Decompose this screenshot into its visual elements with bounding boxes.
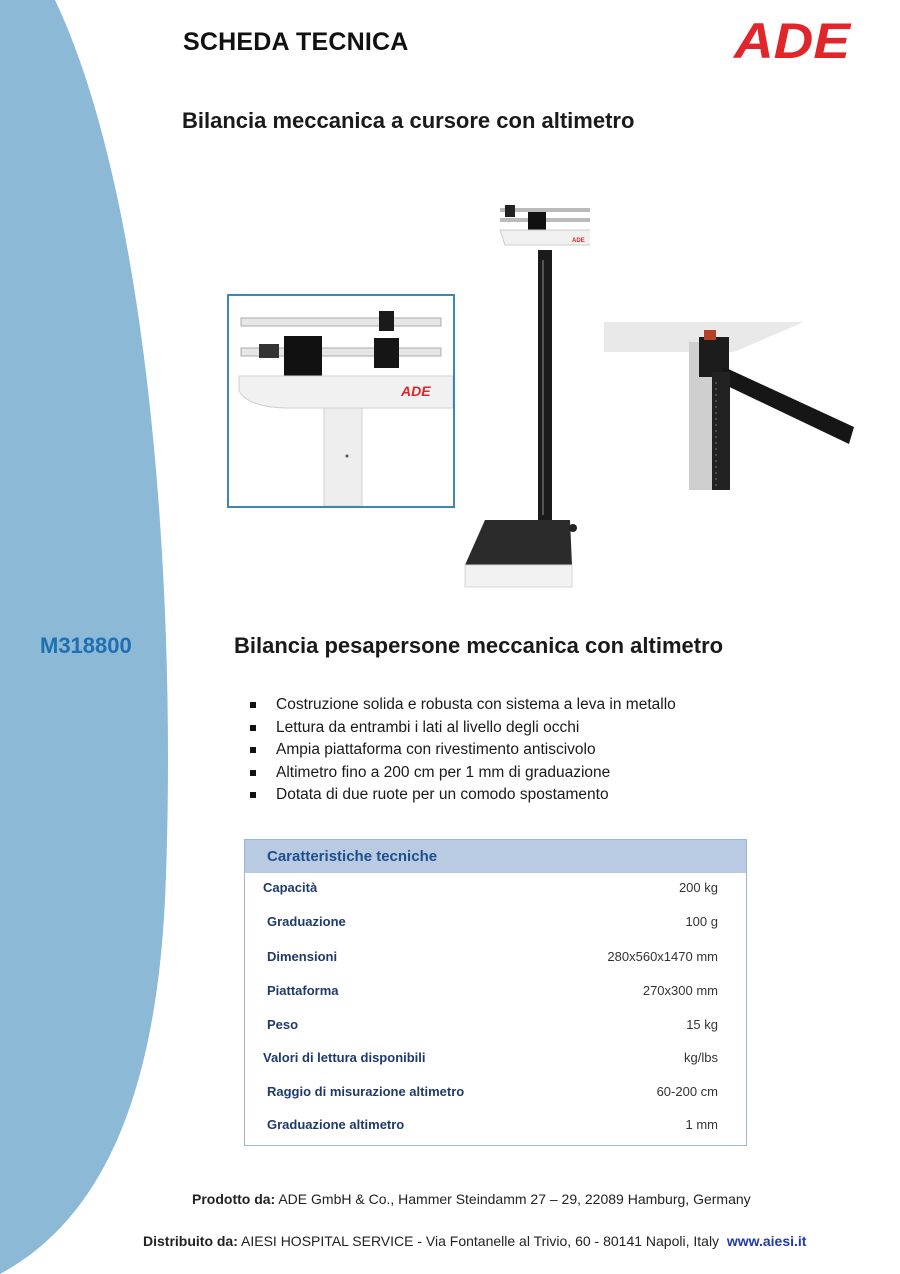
spec-label: Piattaforma bbox=[267, 983, 339, 998]
spec-value: 270x300 mm bbox=[642, 983, 718, 998]
spec-row-capacita bbox=[245, 880, 746, 900]
beam-detail-photo bbox=[227, 294, 455, 508]
distributor-text: AIESI HOSPITAL SERVICE - Via Fontanelle al Trivio, 60 - 80141 Napoli, Italy bbox=[241, 1233, 720, 1249]
feature-item: Costruzione solida e robusta con sistema a leva in metallo bbox=[250, 694, 676, 717]
spec-label: Capacità bbox=[263, 880, 318, 895]
altimeter-detail-drawing bbox=[604, 322, 858, 490]
spec-row-graduazione-altimetro bbox=[245, 1117, 746, 1137]
document-subtitle: Bilancia meccanica a cursore con altimetro bbox=[182, 108, 635, 133]
spec-label: Peso bbox=[267, 1017, 299, 1032]
spec-value: 15 kg bbox=[686, 1017, 718, 1032]
website-link[interactable]: www.aiesi.it bbox=[726, 1233, 807, 1249]
distributor-line bbox=[143, 1233, 806, 1249]
spec-value: 100 g bbox=[685, 914, 718, 929]
spec-row-piattaforma bbox=[245, 983, 746, 1003]
spec-label: Raggio di misurazione altimetro bbox=[267, 1084, 465, 1099]
specs-table bbox=[244, 839, 747, 1146]
manufacturer-line bbox=[192, 1191, 751, 1207]
spec-value: kg/lbs bbox=[684, 1050, 718, 1065]
spec-row-dimensioni bbox=[245, 949, 746, 969]
product-code: M318800 bbox=[40, 633, 132, 658]
spec-value: 280x560x1470 mm bbox=[607, 949, 718, 964]
spec-label: Valori di lettura disponibili bbox=[263, 1050, 426, 1065]
feature-item: Altimetro fino a 200 cm per 1 mm di graduazione bbox=[250, 762, 676, 785]
spec-row-raggio-altimetro bbox=[245, 1084, 746, 1104]
spec-value: 60-200 cm bbox=[656, 1084, 718, 1099]
spec-row-valori-lettura bbox=[245, 1050, 746, 1070]
altimeter-detail-photo bbox=[604, 322, 858, 490]
distributor-label: Distribuito da: bbox=[143, 1233, 238, 1249]
feature-item: Dotata di due ruote per un comodo spostamento bbox=[250, 784, 676, 807]
beam-detail-drawing bbox=[229, 296, 453, 506]
spec-label: Graduazione bbox=[267, 914, 346, 929]
manufacturer-text: ADE GmbH & Co., Hammer Steindamm 27 – 29, 22089 Hamburg, Germany bbox=[278, 1191, 751, 1207]
feature-item: Ampia piattaforma con rivestimento antiscivolo bbox=[250, 739, 676, 762]
logo-text: ADE bbox=[732, 16, 852, 64]
svg-text:ADE: ADE bbox=[572, 238, 585, 244]
spec-label: Graduazione altimetro bbox=[267, 1117, 405, 1132]
feature-item: Lettura da entrambi i lati al livello degli occhi bbox=[250, 717, 676, 740]
product-title: Bilancia pesapersone meccanica con altimetro bbox=[234, 633, 724, 658]
ade-logo bbox=[732, 16, 852, 64]
sheet-title: SCHEDA TECNICA bbox=[183, 28, 409, 56]
spec-value: 1 mm bbox=[685, 1117, 718, 1132]
scale-photo bbox=[460, 200, 590, 595]
manufacturer-label: Prodotto da: bbox=[192, 1191, 276, 1207]
feature-list bbox=[250, 694, 676, 807]
spec-row-graduazione bbox=[245, 914, 746, 934]
specs-heading: Caratteristiche tecniche bbox=[245, 840, 746, 873]
spec-value: 200 kg bbox=[678, 880, 718, 895]
spec-row-peso bbox=[245, 1017, 746, 1037]
svg-text:ADE: ADE bbox=[401, 383, 431, 399]
spec-label: Dimensioni bbox=[267, 949, 338, 964]
